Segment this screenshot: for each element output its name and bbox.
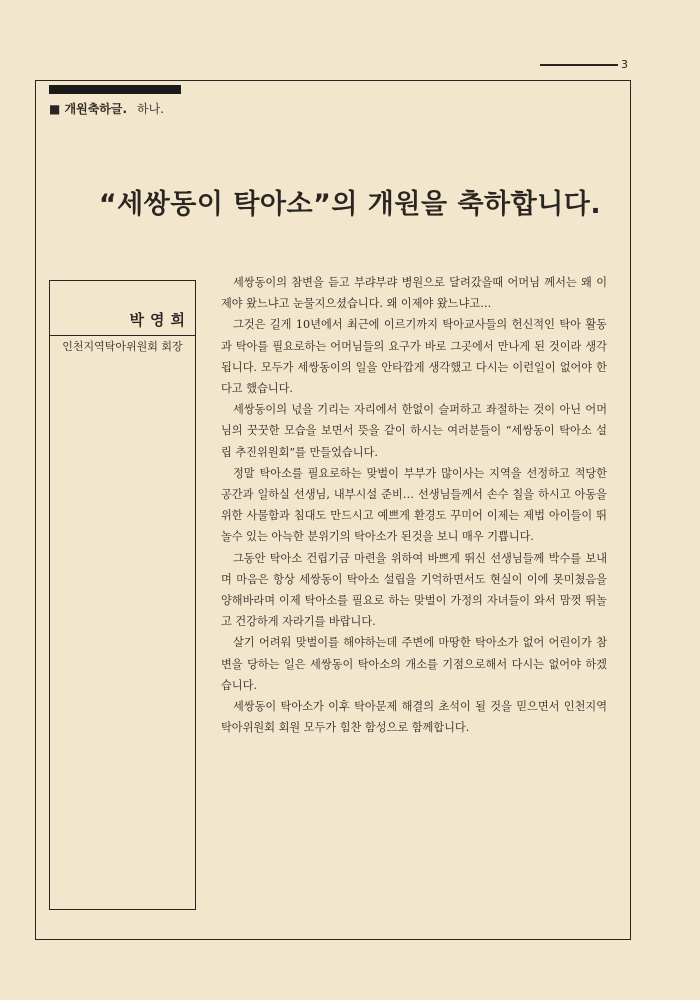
author-box (49, 280, 196, 910)
paragraph: 살기 어려워 맞벌이를 해야하는데 주변에 마땅한 탁아소가 없어 어린이가 참변을 당하는 일은 세쌍동이 탁아소의 개소를 기점으로해서 다시는 없어야 하겠습니다. (221, 636, 607, 692)
article-body (221, 272, 607, 738)
section-label: ■ 개원축하글. (49, 102, 128, 116)
section-sub: 하나. (137, 102, 165, 116)
paragraph: 세쌍동이의 참변을 듣고 부랴부랴 병원으로 달려갔을때 어머님 께서는 왜 이제야 왔느냐고 눈물지으셨습니다. 왜 이제야 왔느냐고… (221, 276, 607, 311)
section-heading (49, 100, 164, 117)
article-title: “세쌍동이 탁아소”의 개원을 축하합니다. (98, 189, 602, 220)
author-name: 박영희 (129, 311, 191, 329)
header-rule (540, 64, 618, 66)
author-divider (50, 335, 195, 336)
section-bar (49, 85, 181, 94)
paragraph: 정말 탁아소를 필요로하는 맞벌이 부부가 많이사는 지역을 선정하고 적당한 공간과 일하실 선생님, 내부시설 준비… 선생님들께서 손수 칠을 하시고 아동을 위한 사물함과 침대도 만드시고 예쁘게 환경도 꾸미어 이제는 제법 아이들이 뛰놀수 있는 아늑한 분위기의 탁아소가 된것을 보니 매우 기쁩니다. (221, 466, 607, 544)
paragraph: 그동안 탁아소 건립기금 마련을 위하여 바쁘게 뛰신 선생님들께 박수를 보내며 마음은 항상 세쌍동이 탁아소 설립을 기억하면서도 현실이 이에 못미쳤음을 양해바라며 이제 탁아소를 필요로 하는 맞벌이 가정의 자녀들이 와서 맘껏 뛰놀고 건강하게 자라기를 바랍니다. (221, 551, 607, 629)
paragraph: 그것은 길게 10년에서 최근에 이르기까지 탁아교사들의 헌신적인 탁아 활동과 탁아를 필요로하는 어머님들의 요구가 바로 그곳에서 만나게 된 것이라 생각됩니다. 모두가 세쌍동이의 일을 안타깝게 생각했고 다시는 이런일이 없어야 한다고 했습니다. (221, 318, 607, 396)
paragraph: 세쌍동이의 넋을 기리는 자리에서 한없이 슬퍼하고 좌절하는 것이 아닌 어머님의 꿋꿋한 모습을 보면서 뜻을 같이 하시는 여러분들이 “세쌍동이 탁아소 설립 추진위원회”를 만들었습니다. (221, 403, 607, 459)
page-number: 3 (621, 58, 628, 71)
paragraph: 세쌍동이 탁아소가 이후 탁아문제 해결의 초석이 될 것을 믿으면서 인천지역 탁아위원회 회원 모두가 힘찬 함성으로 함께합니다. (221, 700, 607, 735)
author-position: 인천지역탁아위원회 회장 (62, 340, 183, 353)
